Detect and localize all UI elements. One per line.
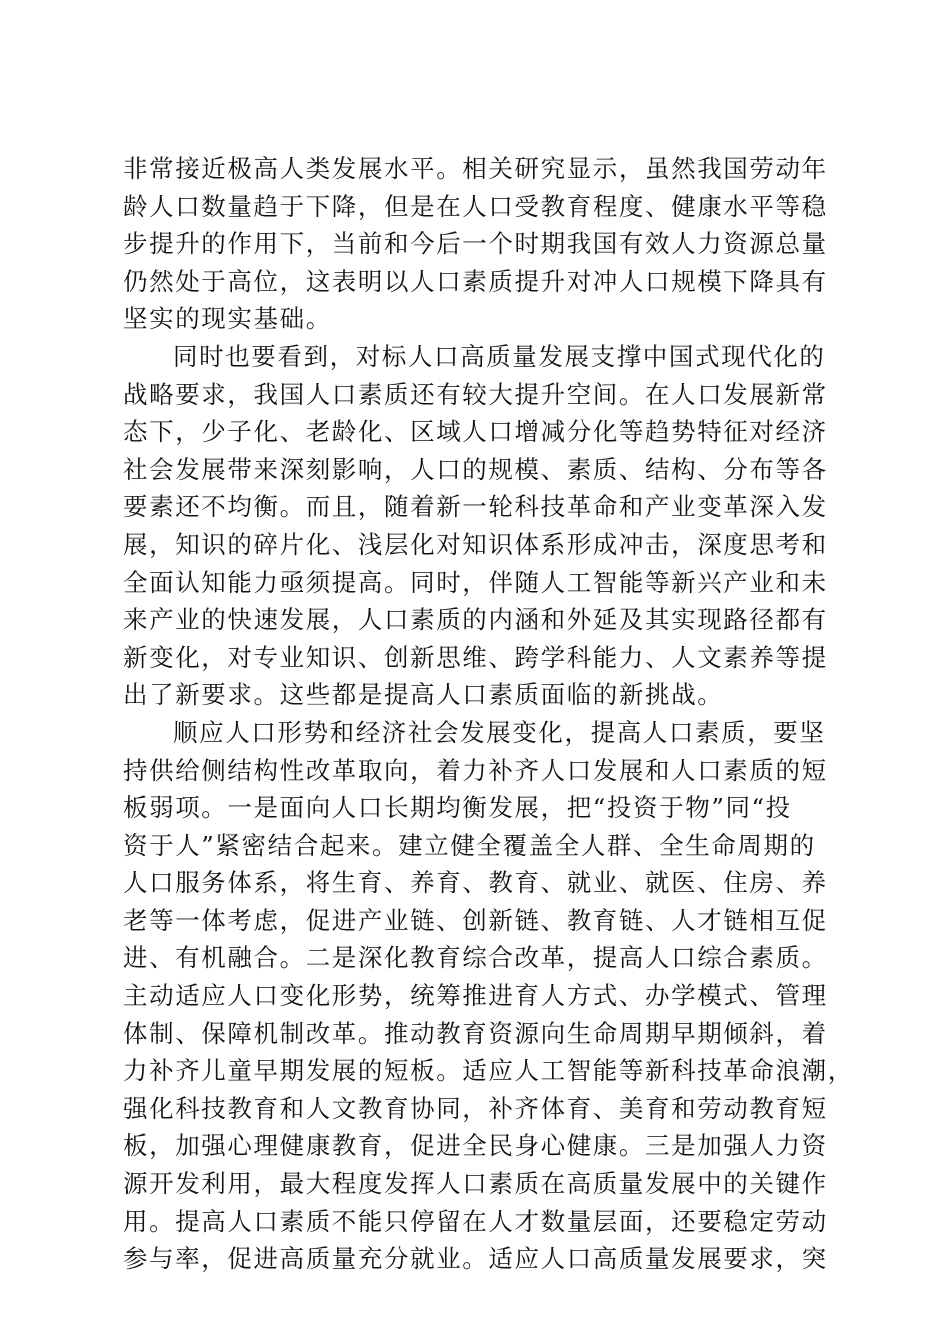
text-line: 坚实的现实基础。 [123, 304, 332, 334]
paragraph [123, 150, 828, 338]
paragraph [123, 714, 854, 1278]
text-line: 板，加强心理健康教育，促进全民身心健康。三是加强人力资 [123, 1131, 828, 1161]
paragraph [123, 338, 828, 714]
text-line: 龄人口数量趋于下降，但是在人口受教育程度、健康水平等稳 [123, 191, 828, 221]
text-line: 持供给侧结构性改革取向，着力补齐人口发展和人口素质的短 [123, 755, 828, 785]
document-body [123, 150, 854, 1278]
text-line: 战略要求，我国人口素质还有较大提升空间。在人口发展新常 [123, 379, 828, 409]
text-line: 全面认知能力亟须提高。同时，伴随人工智能等新兴产业和未 [123, 567, 828, 597]
text-line: 体制、保障机制改革。推动教育资源向生命周期早期倾斜，着 [123, 1018, 828, 1048]
text-line: 同时也要看到，对标人口高质量发展支撑中国式现代化的 [173, 341, 826, 371]
text-line: 新变化，对专业知识、创新思维、跨学科能力、人文素养等提 [123, 642, 828, 672]
text-line: 资于人”紧密结合起来。建立健全覆盖全人群、全生命周期的 [123, 830, 816, 860]
text-line: 非常接近极高人类发展水平。相关研究显示，虽然我国劳动年 [123, 154, 828, 183]
text-line: 参与率，促进高质量充分就业。适应人口高质量发展要求，突 [123, 1244, 828, 1274]
text-line: 来产业的快速发展，人口素质的内涵和外延及其实现路径都有 [123, 605, 828, 635]
text-line: 力补齐儿童早期发展的短板。适应人工智能等新科技革命浪潮， [123, 1056, 854, 1086]
text-line: 展，知识的碎片化、浅层化对知识体系形成冲击，深度思考和 [123, 529, 828, 559]
text-line: 人口服务体系，将生育、养育、教育、就业、就医、住房、养 [123, 868, 828, 898]
text-line: 板弱项。一是面向人口长期均衡发展，把“投资于物”同“投 [123, 793, 792, 823]
text-line: 态下，少子化、老龄化、区域人口增减分化等趋势特征对经济 [123, 417, 828, 447]
text-line: 出了新要求。这些都是提高人口素质面临的新挑战。 [123, 680, 724, 710]
text-line: 仍然处于高位，这表明以人口素质提升对冲人口规模下降具有 [123, 266, 828, 296]
text-line: 用。提高人口素质不能只停留在人才数量层面，还要稳定劳动 [123, 1206, 828, 1236]
text-line: 老等一体考虑，促进产业链、创新链、教育链、人才链相互促 [123, 905, 828, 935]
text-line: 源开发利用，最大程度发挥人口素质在高质量发展中的关键作 [123, 1169, 828, 1199]
text-line: 进、有机融合。二是深化教育综合改革，提高人口综合素质。 [123, 943, 828, 973]
text-line: 步提升的作用下，当前和今后一个时期我国有效人力资源总量 [123, 229, 828, 259]
text-line: 顺应人口形势和经济社会发展变化，提高人口素质，要坚 [173, 717, 826, 747]
text-line: 主动适应人口变化形势，统筹推进育人方式、办学模式、管理 [123, 981, 828, 1011]
text-line: 社会发展带来深刻影响，人口的规模、素质、结构、分布等各 [123, 454, 828, 484]
text-line: 强化科技教育和人文教育协同，补齐体育、美育和劳动教育短 [123, 1093, 828, 1123]
text-line: 要素还不均衡。而且，随着新一轮科技革命和产业变革深入发 [123, 492, 828, 522]
